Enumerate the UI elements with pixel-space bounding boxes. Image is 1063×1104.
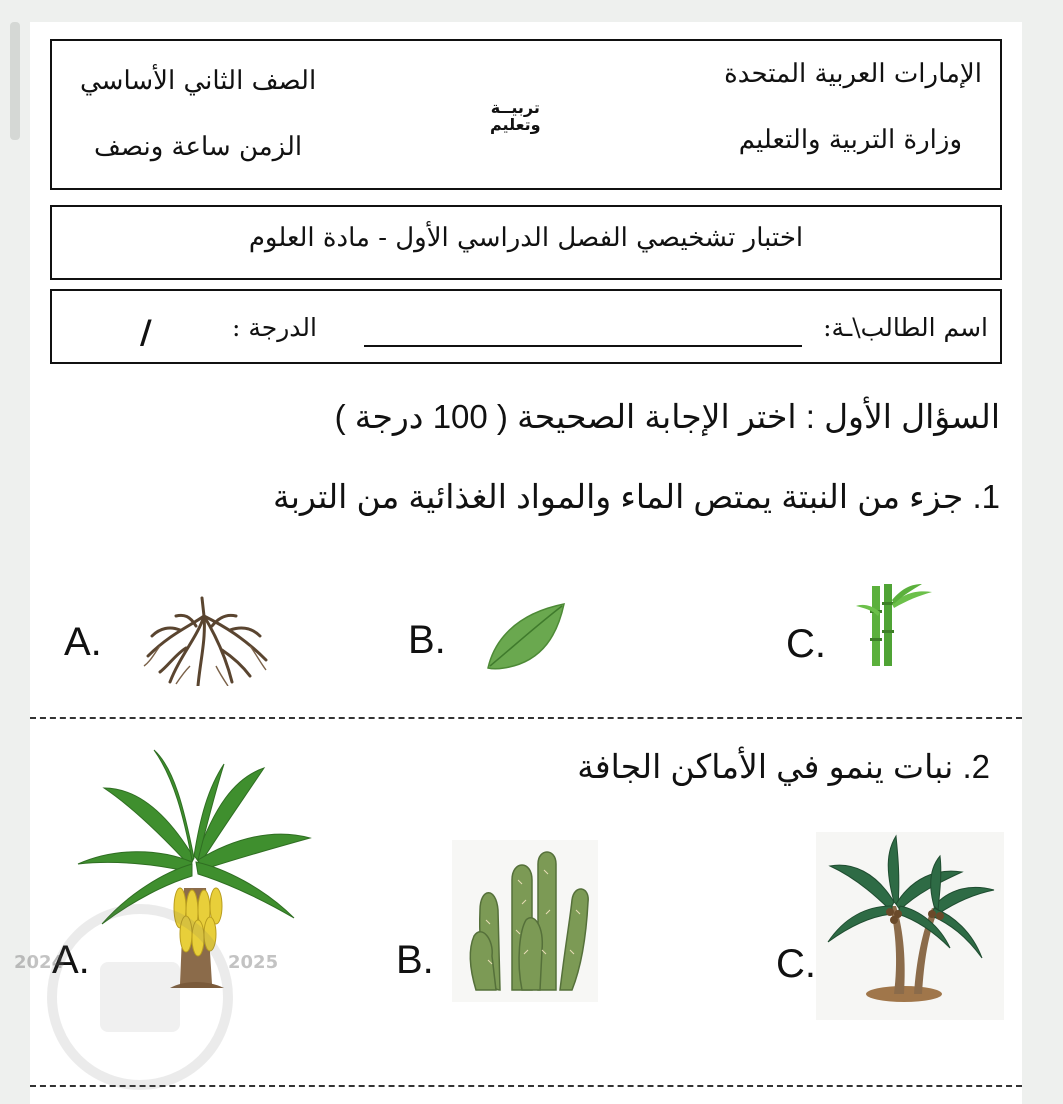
watermark-logo [10, 902, 270, 1092]
ministry-logo: تربيــة وتعليم [490, 98, 541, 134]
question-2-text: 2. نبات ينمو في الأماكن الجافة [577, 748, 990, 785]
q1-option-c-letter[interactable]: C. [786, 622, 826, 666]
bamboo-stem-icon[interactable] [856, 582, 936, 668]
section-heading: السؤال الأول : اختر الإجابة الصحيحة ( 100 درجة ) [334, 398, 1000, 435]
country-name: الإمارات العربية المتحدة [724, 59, 982, 89]
grade-label: الدرجة : [232, 313, 317, 342]
student-name-field[interactable] [364, 345, 802, 347]
header-box [50, 39, 1002, 190]
question-divider [30, 717, 1022, 719]
grade-slash: / [140, 313, 152, 351]
exam-sheet [14, 22, 1022, 1104]
ministry-name: وزارة التربية والتعليم [738, 125, 962, 155]
watermark-year-left: 2024 [14, 952, 65, 973]
grade-level: الصف الثاني الأساسي [80, 66, 317, 96]
leaf-icon[interactable] [484, 602, 568, 672]
roots-icon[interactable] [140, 596, 270, 686]
exam-title-box [50, 205, 1002, 280]
watermark-year-right: 2025 [228, 952, 279, 973]
exam-title: اختبار تشخيصي الفصل الدراسي الأول - مادة العلوم [248, 223, 804, 253]
q2-option-b-letter[interactable]: B. [396, 938, 434, 982]
question-1-text: 1. جزء من النبتة يمتص الماء والمواد الغذائية من التربة [273, 478, 1000, 515]
palm-tree-icon[interactable] [816, 832, 1004, 1020]
scrollbar-handle[interactable] [10, 22, 20, 140]
q1-option-a-letter[interactable]: A. [64, 620, 102, 664]
exam-duration: الزمن ساعة ونصف [94, 132, 303, 162]
student-name-label: اسم الطالب\ـة: [823, 313, 988, 342]
q2-option-a-letter[interactable]: A. [52, 938, 90, 982]
q2-option-c-letter[interactable]: C. [776, 942, 816, 986]
cactus-icon[interactable] [452, 840, 598, 1002]
student-info-box [50, 289, 1002, 364]
q1-option-b-letter[interactable]: B. [408, 618, 446, 662]
